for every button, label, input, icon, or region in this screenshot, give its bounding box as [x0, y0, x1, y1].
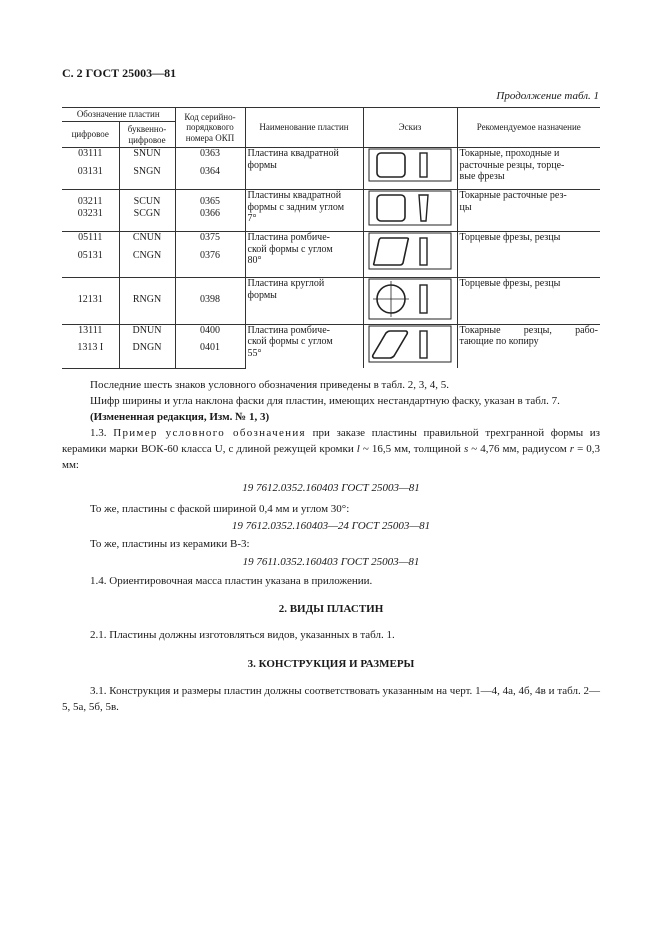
table-row: 12131 RNGN 0398 Пластина круглой формы Торцевые фрезы, резцы — [62, 278, 600, 325]
header-purpose: Рекомендуемое назначение — [457, 108, 600, 148]
header-designation: Обозначение пластин — [62, 108, 175, 122]
table-row: 03231 SCGN 0366 — [62, 208, 600, 232]
paragraph-plate-types: 2.1. Пластины должны изготовляться видов, указанных в табл. 1. — [90, 629, 395, 641]
plate-purpose: Торцевые фрезы, резцы — [457, 232, 600, 278]
table-row: 03211 SCUN 0365 Пластины квадратной формы с задним углом 7° Токарные расточные рез- цы — [62, 190, 600, 208]
sketch-rhombic-55 — [363, 324, 457, 368]
rhombic-80-plate-icon — [368, 232, 452, 270]
table-row: 1313 I DNGN 0401 — [62, 342, 600, 368]
round-plate-icon — [368, 278, 452, 320]
plate-purpose: Торцевые фрезы, резцы — [457, 278, 600, 325]
table-row: 05131 CNGN 0376 — [62, 250, 600, 278]
paragraph-revision-note: (Измененная редакция, Изм. № 1, 3) — [90, 411, 270, 423]
paragraph-chamfer-variant: То же, пластины с фаской шириной 0,4 мм и углом 30°: — [90, 503, 350, 515]
formula-1: 19 7612.0352.160403 ГОСТ 25003—81 — [242, 482, 420, 494]
rhombic-55-plate-icon — [368, 325, 452, 363]
sketch-round — [363, 278, 457, 325]
sketch-square — [363, 148, 457, 190]
paragraph-mass: 1.4. Ориентировочная масса пластин указана в приложении. — [90, 575, 373, 587]
table-row: 03111 SNUN 0363 Пластина квадратной формы Токарные, проходные и расточные резцы, торце- вые фрезы — [62, 148, 600, 166]
formula-3: 19 7611.0352.160403 ГОСТ 25003—81 — [242, 556, 420, 568]
body-text — [62, 377, 600, 473]
sketch-square-clearance — [363, 190, 457, 232]
plate-name: Пластина квадратной формы — [245, 148, 363, 190]
header-alphanumeric: буквенно- цифровое — [119, 122, 175, 148]
formula-2: 19 7612.0352.160403—24 ГОСТ 25003—81 — [231, 520, 431, 532]
header-name: Наименование пластин — [245, 108, 363, 148]
header-numeric: цифровое — [62, 122, 119, 148]
paragraph-chamfer-code: Шифр ширины и угла наклона фаски для пластин, имеющих нестандартную фаску, указан в табл. 7. — [90, 395, 560, 407]
paragraph-example: 1.3. Пример условного обозначения при заказе пластины правильной трехгранной формы из керамики марки ВОК-60 класса U, с длиной режущей кромки l ~ 16,5 мм, толщиной s ~ 4,76 мм, радиусом r = 0,3 мм: — [62, 427, 601, 471]
header-sketch: Эскиз — [363, 108, 457, 148]
paragraph-ceramic-variant: То же, пластины из керамики В-3: — [90, 538, 250, 550]
square-clearance-plate-icon — [368, 190, 452, 226]
plate-purpose: Токарные, проходные и расточные резцы, торце- вые фрезы — [457, 148, 600, 190]
plate-purpose: Токарные резцы, рабо- тающие по копиру — [457, 324, 600, 368]
formula-block-1 — [62, 480, 600, 496]
header-okp: Код серийно- порядкового номера ОКП — [175, 108, 245, 148]
table-continuation-label: Продолжение табл. 1 — [496, 90, 599, 102]
table-row: 05111 CNUN 0375 Пластина ромбиче- ской формы с углом 80° Торцевые фрезы, резцы — [62, 232, 600, 250]
plates-table — [62, 107, 600, 369]
sketch-rhombic-80 — [363, 232, 457, 278]
paragraph-design-dimensions: 3.1. Конструкция и размеры пластин должны соответствовать указанным на черт. 1—4, 4а, 4б, 4в и табл. 2—5, 5а, 5б, 5в. — [62, 685, 600, 713]
plate-name: Пластина ромбиче- ской формы с углом 55° — [245, 324, 363, 368]
plate-name: Пластина круглой формы — [245, 278, 363, 325]
plate-name: Пластина ромбиче- ской формы с углом 80° — [245, 232, 363, 278]
page-header: С. 2 ГОСТ 25003—81 — [62, 66, 177, 80]
paragraph-last-six-signs: Последние шесть знаков условного обозначения приведены в табл. 2, 3, 4, 5. — [90, 379, 449, 391]
section-2-title: 2. ВИДЫ ПЛАСТИН — [278, 603, 384, 615]
plate-purpose: Токарные расточные рез- цы — [457, 190, 600, 232]
square-plate-icon — [368, 148, 452, 182]
plate-name: Пластины квадратной формы с задним углом 7° — [245, 190, 363, 232]
section-3-title: 3. КОНСТРУКЦИЯ И РАЗМЕРЫ — [247, 658, 415, 670]
table-row: 13111 DNUN 0400 Пластина ромбиче- ской формы с углом 55° Токарные резцы, рабо- тающие по копиру — [62, 324, 600, 342]
table-row: 03131 SNGN 0364 — [62, 166, 600, 190]
